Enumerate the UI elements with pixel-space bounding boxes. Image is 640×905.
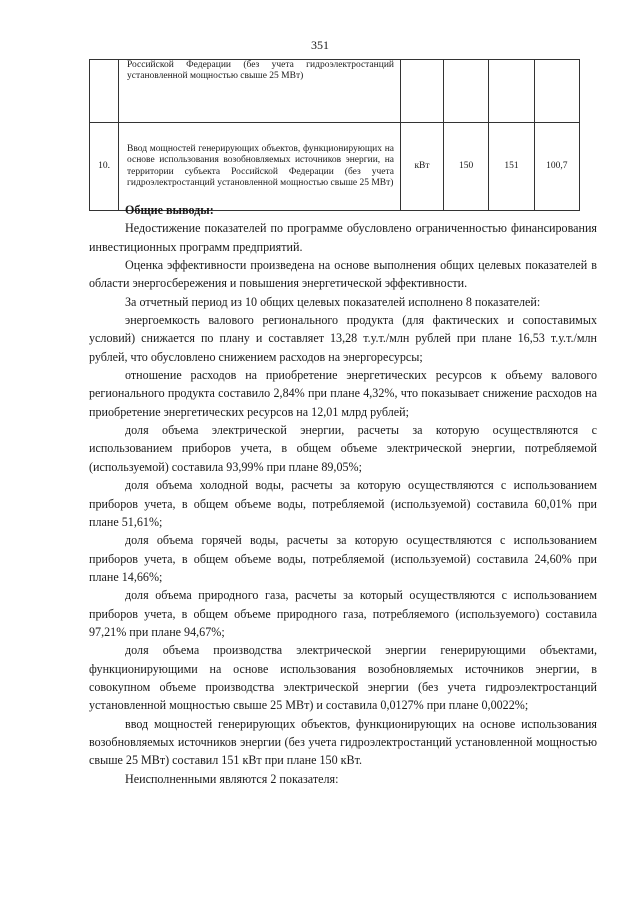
- indicator-name-cell: Российской Федерации (без учета гидроэлектростанций установленной мощностью свыше 25 МВт): [119, 60, 401, 123]
- indicator-name-cell: Ввод мощностей генерирующих объектов, функционирующих на основе использования возобновляемых источников энергии, на территории субъекта Российской Федерации (без учета гидроэлектростанций установленной мощностью свыше 25 МВт): [119, 123, 401, 211]
- paragraph: энергоемкость валового регионального продукта (для фактических и сопоставимых условий) снижается по плану и составляет 13,28 т.у.т./млн рублей при плане 16,53 т.у.т./млн рублей, что обусловлено снижением расходов на энергоресурсы;: [89, 313, 597, 364]
- paragraph: За отчетный период из 10 общих целевых показателей исполнено 8 показателей:: [125, 294, 541, 309]
- fact-cell: [489, 60, 534, 123]
- paragraph: доля объема горячей воды, расчеты за которую осуществляются с использованием приборов учета, в общем объеме воды, потребляемой (используемой) составила 24,60% при плане 14,66%;: [89, 533, 597, 584]
- page-number: 351: [311, 38, 329, 52]
- paragraph: доля объема электрической энергии, расчеты за которую осуществляются с использованием приборов учета, в общем объеме электрической энергии, потребляемой (используемой) составила 93,99% при плане 89,05%;: [89, 423, 597, 474]
- body-text: [89, 201, 597, 788]
- paragraph: доля объема холодной воды, расчеты за которую осуществляются с использованием приборов учета, в общем объеме воды, потребляемой (используемой) составила 60,01% при плане 51,61%;: [89, 478, 597, 529]
- unit-cell: [401, 60, 444, 123]
- paragraph: ввод мощностей генерирующих объектов, функционирующих на основе использования возобновляемых источников энергии (без учета гидроэлектростанций установленной мощностью свыше 25 МВт) составил 151 кВт при плане 150 кВт.: [89, 716, 597, 768]
- paragraph: Неисполненными являются 2 показателя:: [125, 771, 339, 786]
- percent-cell: 100,7: [534, 123, 579, 211]
- paragraph: доля объема природного газа, расчеты за который осуществляются с использованием приборов учета, в общем объеме природного газа, потребляемого (используемого) составила 97,21% при плане 94,67%;: [89, 588, 597, 639]
- fact-cell: 151: [489, 123, 534, 211]
- paragraph: Оценка эффективности произведена на основе выполнения общих целевых показателей в области энергосбережения и повышения энергетической эффективности.: [89, 258, 597, 291]
- table-row: [90, 123, 580, 211]
- table-row: [90, 60, 580, 123]
- plan-cell: 150: [444, 123, 489, 211]
- percent-cell: [534, 60, 579, 123]
- paragraph: отношение расходов на приобретение энергетических ресурсов к объему валового регионального продукта составило 2,84% при плане 4,32%, что показывает снижение расходов на приобретение энергетических ресурсов на 12,01 млрд рублей;: [89, 368, 597, 419]
- unit-cell: кВт: [401, 123, 444, 211]
- plan-cell: [444, 60, 489, 123]
- row-number-cell: [90, 60, 119, 123]
- paragraph: Недостижение показателей по программе обусловлено ограниченностью финансирования инвестиционных программ предприятий.: [89, 221, 597, 254]
- section-heading: Общие выводы:: [125, 203, 214, 217]
- paragraph: доля объема производства электрической энергии генерирующими объектами, функционирующими на основе использования возобновляемых источников энергии, в совокупном объеме производства электрической энергии (без учета гидроэлектростанций установленной мощностью свыше 25 МВт) и составила 0,0127% при плане 0,0022%;: [89, 643, 597, 713]
- results-table: [89, 59, 580, 211]
- row-number-cell: 10.: [90, 123, 119, 211]
